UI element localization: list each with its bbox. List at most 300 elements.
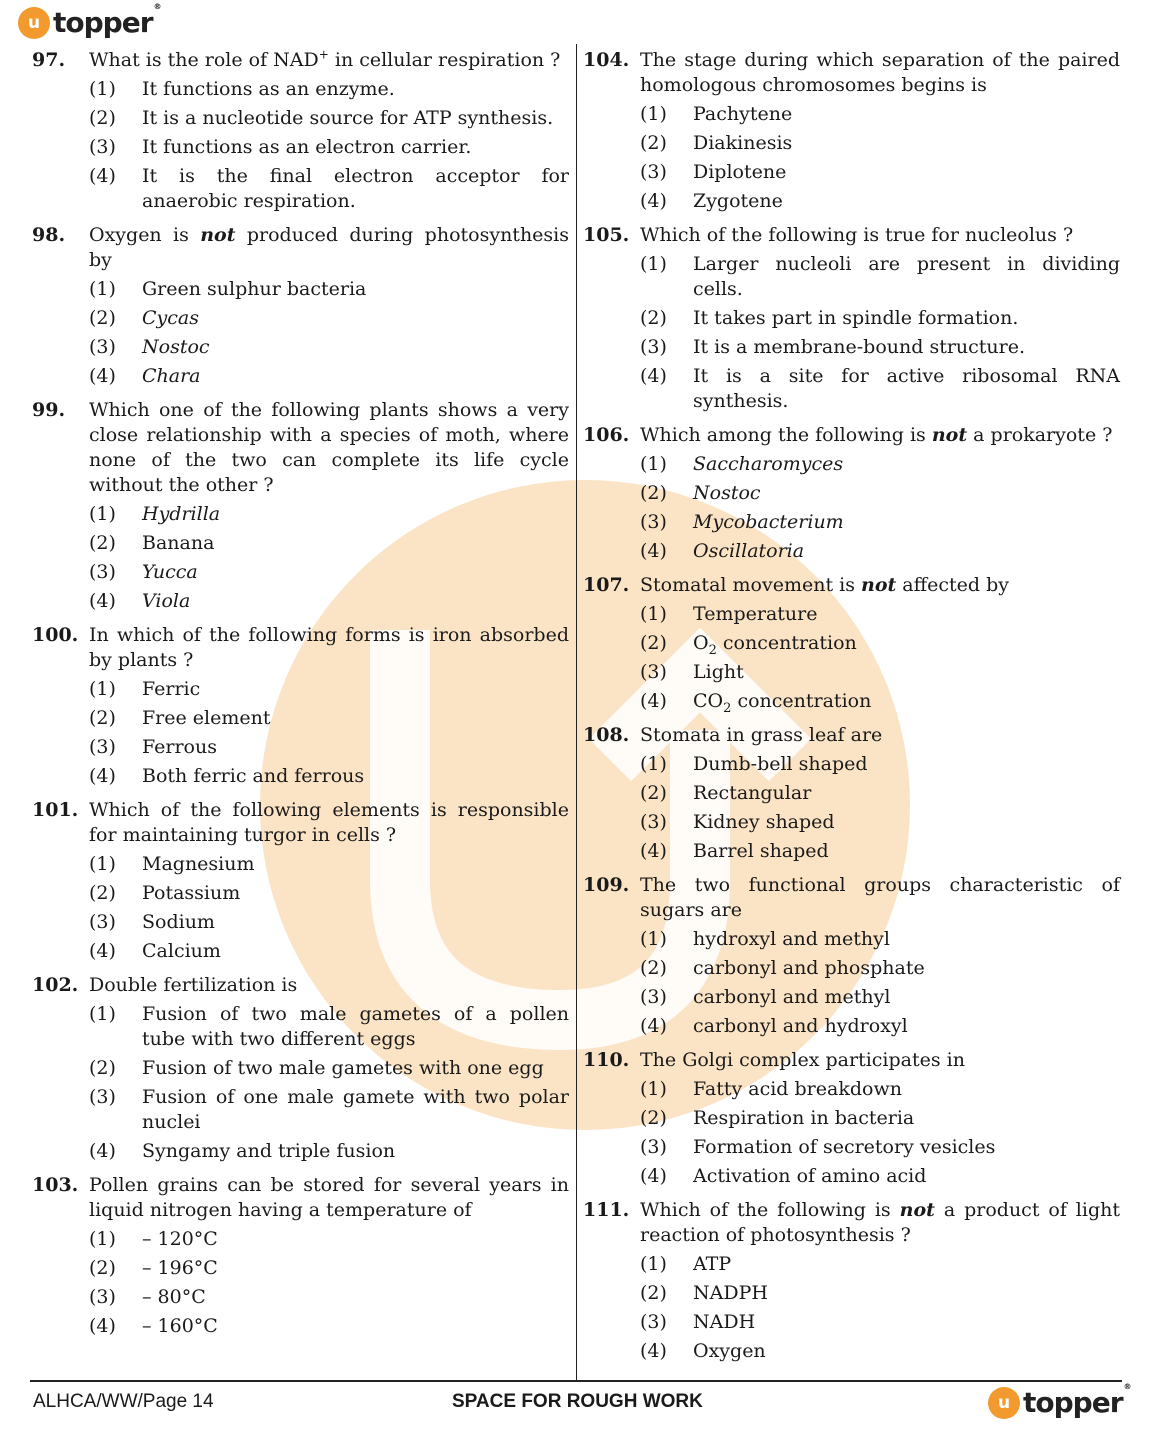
question-text	[640, 723, 1120, 748]
question-header	[32, 223, 569, 273]
question-text-pre: Stomatal movement is	[640, 574, 861, 596]
option-text	[693, 1106, 1120, 1131]
option-text-main: Diplotene	[693, 161, 787, 183]
question-106	[583, 423, 1120, 564]
option-4	[583, 364, 1120, 414]
option-text	[142, 1056, 569, 1081]
option-number: (2)	[640, 307, 667, 329]
option-2	[32, 706, 569, 731]
option-text-main: Light	[693, 661, 744, 683]
option-text-main: It is a site for active ribosomal RNA synthesis.	[693, 365, 1120, 412]
option-number: (3)	[89, 1086, 116, 1108]
option-text	[142, 764, 569, 789]
option-text-main: Oscillatoria	[693, 540, 805, 562]
footer-rule	[30, 1380, 1122, 1382]
option-number: (3)	[640, 1311, 667, 1333]
question-text	[89, 48, 569, 73]
option-text	[142, 735, 569, 760]
option-4	[583, 839, 1120, 864]
question-header	[32, 798, 569, 848]
option-3	[583, 985, 1120, 1010]
option-text-main: Oxygen	[693, 1340, 766, 1362]
option-text	[142, 1085, 569, 1135]
option-text-main: Formation of secretory vesicles	[693, 1136, 996, 1158]
option-3	[32, 735, 569, 760]
question-111	[583, 1198, 1120, 1364]
option-1	[583, 927, 1120, 952]
option-text	[142, 1314, 569, 1339]
option-number: (1)	[640, 928, 667, 950]
option-number: (3)	[89, 736, 116, 758]
option-1	[32, 77, 569, 102]
question-103	[32, 1173, 569, 1339]
option-text	[693, 539, 1120, 564]
option-subscript: 2	[723, 700, 732, 716]
option-2	[583, 306, 1120, 331]
question-105	[583, 223, 1120, 414]
right-column	[583, 48, 1120, 1373]
option-4	[32, 1139, 569, 1164]
question-text	[640, 223, 1120, 248]
question-text-main: The two functional groups characteristic of sugars are	[640, 874, 1120, 921]
option-text	[693, 927, 1120, 952]
option-text-main: Fusion of one male gamete with two polar nuclei	[142, 1086, 569, 1133]
option-1	[32, 1002, 569, 1052]
option-text	[693, 452, 1120, 477]
option-text	[142, 306, 569, 331]
option-text-main: Larger nucleoli are present in dividing cells.	[693, 253, 1120, 300]
option-number: (4)	[89, 940, 116, 962]
option-text-main: Zygotene	[693, 190, 783, 212]
option-text	[693, 335, 1120, 360]
question-100	[32, 623, 569, 789]
rough-work-label: SPACE FOR ROUGH WORK	[452, 1391, 703, 1412]
option-number: (2)	[89, 532, 116, 554]
option-1	[32, 277, 569, 302]
option-text-main: It is a nucleotide source for ATP synthesis.	[142, 107, 554, 129]
question-102	[32, 973, 569, 1164]
option-number: (2)	[640, 632, 667, 654]
option-text	[693, 752, 1120, 777]
question-header	[583, 1048, 1120, 1073]
option-text-main: – 196°C	[142, 1257, 218, 1279]
brand-reg: ®	[153, 2, 162, 11]
option-text-main: Dumb-bell shaped	[693, 753, 868, 775]
option-number: (2)	[640, 782, 667, 804]
option-number: (1)	[89, 1003, 116, 1025]
question-text-post: a product of light reaction of photosynthesis ?	[640, 1199, 1120, 1246]
option-text-main: Cycas	[142, 307, 199, 329]
column-divider	[576, 44, 577, 1380]
option-text	[142, 852, 569, 877]
option-number: (4)	[89, 765, 116, 787]
option-number: (4)	[640, 840, 667, 862]
question-text	[89, 623, 569, 673]
option-text	[693, 689, 1120, 714]
option-3	[32, 560, 569, 585]
question-emphasis: not	[200, 224, 236, 246]
option-4	[583, 1164, 1120, 1189]
option-text	[142, 560, 569, 585]
option-text	[693, 510, 1120, 535]
option-text	[693, 631, 1120, 656]
option-text	[693, 481, 1120, 506]
option-text-main: Ferrous	[142, 736, 217, 758]
option-2	[32, 1256, 569, 1281]
option-text	[693, 602, 1120, 627]
option-text-main: Rectangular	[693, 782, 812, 804]
option-3	[583, 335, 1120, 360]
question-text-pre: Oxygen is	[89, 224, 201, 246]
option-number: (1)	[640, 753, 667, 775]
option-1	[583, 752, 1120, 777]
option-text	[142, 1285, 569, 1310]
option-text-main: Barrel shaped	[693, 840, 829, 862]
option-text-main: ATP	[693, 1253, 732, 1275]
question-text-main: Double fertilization is	[89, 974, 298, 996]
question-header	[583, 48, 1120, 98]
option-number: (3)	[640, 661, 667, 683]
option-number: (3)	[640, 336, 667, 358]
option-number: (4)	[640, 365, 667, 387]
option-subscript: 2	[708, 642, 717, 658]
question-number: 105.	[583, 224, 630, 246]
option-number: (3)	[640, 1136, 667, 1158]
option-text-main: Hydrilla	[142, 503, 221, 525]
question-text	[640, 573, 1120, 598]
brand-reg: ®	[1123, 1382, 1132, 1391]
option-2	[583, 481, 1120, 506]
option-text	[693, 956, 1120, 981]
option-text	[142, 77, 569, 102]
question-text	[89, 1173, 569, 1223]
question-header	[32, 398, 569, 498]
question-text-main: Pollen grains can be stored for several years in liquid nitrogen having a temperature of	[89, 1174, 569, 1221]
option-text	[142, 910, 569, 935]
option-text-main: Activation of amino acid	[693, 1165, 927, 1187]
option-text-main: Diakinesis	[693, 132, 793, 154]
option-3	[583, 1310, 1120, 1335]
option-4	[32, 939, 569, 964]
option-number: (1)	[640, 253, 667, 275]
option-text	[693, 810, 1120, 835]
option-number: (3)	[89, 1286, 116, 1308]
option-text-main: Banana	[142, 532, 215, 554]
option-text-main: Kidney shaped	[693, 811, 835, 833]
option-number: (2)	[640, 1282, 667, 1304]
question-number: 98.	[32, 224, 66, 246]
question-number: 106.	[583, 424, 630, 446]
question-number: 100.	[32, 624, 79, 646]
option-text	[142, 706, 569, 731]
option-4	[32, 364, 569, 389]
option-number: (3)	[640, 161, 667, 183]
question-text-main: In which of the following forms is iron absorbed by plants ?	[89, 624, 569, 671]
option-text	[693, 1164, 1120, 1189]
option-text-main: Respiration in bacteria	[693, 1107, 915, 1129]
option-number: (3)	[640, 986, 667, 1008]
option-number: (4)	[89, 1315, 116, 1337]
option-text-main: It takes part in spindle formation.	[693, 307, 1019, 329]
option-4	[583, 1014, 1120, 1039]
option-3	[583, 1135, 1120, 1160]
option-number: (3)	[89, 911, 116, 933]
option-1	[583, 452, 1120, 477]
question-text-pre: Which of the following is	[640, 1199, 900, 1221]
question-text-pre: Which among the following is	[640, 424, 932, 446]
option-text-main: Nostoc	[693, 482, 761, 504]
option-4	[583, 189, 1120, 214]
option-text	[693, 781, 1120, 806]
option-text	[142, 677, 569, 702]
option-number: (2)	[89, 707, 116, 729]
question-text	[89, 798, 569, 848]
option-text	[693, 306, 1120, 331]
option-text-main: NADPH	[693, 1282, 768, 1304]
option-text	[142, 1227, 569, 1252]
option-2	[32, 531, 569, 556]
question-99	[32, 398, 569, 614]
question-107	[583, 573, 1120, 714]
option-text-main: Magnesium	[142, 853, 255, 875]
option-2	[583, 631, 1120, 656]
option-number: (3)	[640, 811, 667, 833]
option-number: (1)	[640, 1078, 667, 1100]
question-text-post: affected by	[896, 574, 1009, 596]
option-number: (3)	[640, 511, 667, 533]
option-text-main: Free element	[142, 707, 271, 729]
option-text-main: carbonyl and methyl	[693, 986, 891, 1008]
question-number: 108.	[583, 724, 630, 746]
option-1	[32, 852, 569, 877]
option-3	[583, 810, 1120, 835]
option-number: (2)	[89, 1057, 116, 1079]
option-number: (1)	[640, 453, 667, 475]
option-text-main: Viola	[142, 590, 191, 612]
question-number: 97.	[32, 49, 66, 71]
option-number: (1)	[640, 603, 667, 625]
option-1	[583, 602, 1120, 627]
question-108	[583, 723, 1120, 864]
option-text	[142, 881, 569, 906]
question-emphasis: not	[861, 574, 897, 596]
question-number: 107.	[583, 574, 630, 596]
option-number: (1)	[89, 678, 116, 700]
option-3	[32, 135, 569, 160]
option-text-main: NADH	[693, 1311, 756, 1333]
option-4	[32, 164, 569, 214]
question-number: 111.	[583, 1199, 630, 1221]
question-header	[32, 1173, 569, 1223]
question-109	[583, 873, 1120, 1039]
option-4	[32, 589, 569, 614]
option-text	[693, 160, 1120, 185]
option-text	[142, 277, 569, 302]
option-number: (2)	[640, 1107, 667, 1129]
option-number: (1)	[89, 78, 116, 100]
option-number: (4)	[640, 540, 667, 562]
option-text-main: carbonyl and hydroxyl	[693, 1015, 908, 1037]
option-number: (1)	[89, 1228, 116, 1250]
option-number: (2)	[640, 957, 667, 979]
question-104	[583, 48, 1120, 214]
question-text	[640, 48, 1120, 98]
option-text-main: – 120°C	[142, 1228, 218, 1250]
option-text-main: Calcium	[142, 940, 221, 962]
option-text-main: Chara	[142, 365, 201, 387]
question-text	[640, 873, 1120, 923]
option-2	[32, 1056, 569, 1081]
question-text	[89, 398, 569, 498]
option-text	[142, 335, 569, 360]
question-text	[89, 223, 569, 273]
option-text-main: Potassium	[142, 882, 241, 904]
option-text-main: Yucca	[142, 561, 198, 583]
option-text-main: It functions as an enzyme.	[142, 78, 395, 100]
page-code: ALHCA/WW/Page 14	[33, 1391, 214, 1412]
option-text	[693, 102, 1120, 127]
option-number: (4)	[640, 1015, 667, 1037]
option-4	[583, 1339, 1120, 1364]
question-text	[640, 423, 1120, 448]
question-text-main: Which of the following is true for nucleolus ?	[640, 224, 1074, 246]
question-number: 102.	[32, 974, 79, 996]
option-text-main: Saccharomyces	[693, 453, 844, 475]
question-header	[32, 48, 569, 73]
option-2	[32, 881, 569, 906]
option-1	[32, 1227, 569, 1252]
question-emphasis: not	[899, 1199, 935, 1221]
option-text-main: Fusion of two male gametes with one egg	[142, 1057, 544, 1079]
question-number: 109.	[583, 874, 630, 896]
option-text	[693, 1252, 1120, 1277]
question-number: 99.	[32, 399, 66, 421]
question-superscript: +	[318, 47, 329, 62]
option-number: (2)	[89, 107, 116, 129]
question-text-main: Stomata in grass leaf are	[640, 724, 883, 746]
question-emphasis: not	[931, 424, 968, 446]
option-text	[693, 364, 1120, 414]
option-2	[583, 956, 1120, 981]
option-2	[583, 1281, 1120, 1306]
option-text-main: Temperature	[693, 603, 818, 625]
option-number: (2)	[89, 882, 116, 904]
option-1	[32, 677, 569, 702]
question-text	[89, 973, 569, 998]
option-text	[142, 939, 569, 964]
question-110	[583, 1048, 1120, 1189]
option-number: (3)	[89, 336, 116, 358]
option-1	[583, 102, 1120, 127]
option-3	[32, 1085, 569, 1135]
option-text	[693, 252, 1120, 302]
option-text-main: Ferric	[142, 678, 201, 700]
option-3	[32, 335, 569, 360]
brand-logo-top	[18, 2, 162, 39]
question-header	[583, 723, 1120, 748]
option-number: (4)	[640, 690, 667, 712]
option-text-main: – 80°C	[142, 1286, 206, 1308]
question-text-main: Which of the following elements is responsible for maintaining turgor in cells ?	[89, 799, 569, 846]
option-text-main: hydroxyl and methyl	[693, 928, 890, 950]
option-4	[32, 764, 569, 789]
option-number: (1)	[640, 103, 667, 125]
option-text	[693, 1014, 1120, 1039]
question-98	[32, 223, 569, 389]
question-header	[583, 873, 1120, 923]
option-number: (2)	[640, 482, 667, 504]
question-number: 104.	[583, 49, 630, 71]
question-number: 103.	[32, 1174, 79, 1196]
option-number: (1)	[89, 853, 116, 875]
option-text-after: concentration	[716, 632, 857, 654]
question-text-main: The Golgi complex participates in	[640, 1049, 965, 1071]
option-3	[583, 660, 1120, 685]
option-text	[693, 131, 1120, 156]
question-number: 110.	[583, 1049, 630, 1071]
option-number: (4)	[89, 165, 116, 187]
option-number: (4)	[89, 1140, 116, 1162]
option-text	[693, 1281, 1120, 1306]
question-header	[583, 573, 1120, 598]
option-text-main: It is a membrane-bound structure.	[693, 336, 1026, 358]
option-number: (2)	[89, 1257, 116, 1279]
option-text-main: Both ferric and ferrous	[142, 765, 365, 787]
question-text-main: Which one of the following plants shows a very close relationship with a species of moth, where none of the two can complete its life cycle without the other ?	[89, 399, 569, 496]
option-text	[142, 589, 569, 614]
option-text	[142, 106, 569, 131]
option-text-main: Mycobacterium	[693, 511, 844, 533]
option-text	[693, 1310, 1120, 1335]
option-text-main: Nostoc	[142, 336, 210, 358]
option-number: (1)	[89, 278, 116, 300]
option-number: (4)	[89, 365, 116, 387]
left-column	[32, 48, 569, 1348]
brand-name: topper	[1023, 1386, 1123, 1419]
question-header	[583, 1198, 1120, 1248]
question-text-after: in cellular respiration ?	[328, 49, 561, 71]
option-number: (4)	[89, 590, 116, 612]
question-text-main: The stage during which separation of the paired homologous chromosomes begins is	[640, 49, 1120, 96]
question-number: 101.	[32, 799, 79, 821]
option-text	[142, 1139, 569, 1164]
option-2	[32, 106, 569, 131]
option-number: (1)	[640, 1253, 667, 1275]
brand-mark-icon: u	[988, 1387, 1020, 1419]
question-text-post: produced during photosynthesis by	[89, 224, 570, 271]
option-number: (2)	[89, 307, 116, 329]
option-number: (4)	[640, 190, 667, 212]
option-number: (3)	[89, 136, 116, 158]
option-text-main: Fatty acid breakdown	[693, 1078, 902, 1100]
option-1	[32, 502, 569, 527]
option-text-main: Green sulphur bacteria	[142, 278, 367, 300]
option-text-after: concentration	[731, 690, 872, 712]
option-text-main: Syngamy and triple fusion	[142, 1140, 396, 1162]
option-2	[583, 1106, 1120, 1131]
option-text-main: carbonyl and phosphate	[693, 957, 925, 979]
option-text	[693, 985, 1120, 1010]
option-text	[142, 1256, 569, 1281]
brand-logo-bottom	[988, 1382, 1132, 1419]
option-number: (4)	[640, 1340, 667, 1362]
brand-name: topper	[53, 6, 153, 39]
option-3	[32, 910, 569, 935]
option-4	[32, 1314, 569, 1339]
option-text-main: Fusion of two male gametes of a pollen tube with two different eggs	[142, 1003, 569, 1050]
option-text-main: It functions as an electron carrier.	[142, 136, 472, 158]
option-text	[693, 1077, 1120, 1102]
